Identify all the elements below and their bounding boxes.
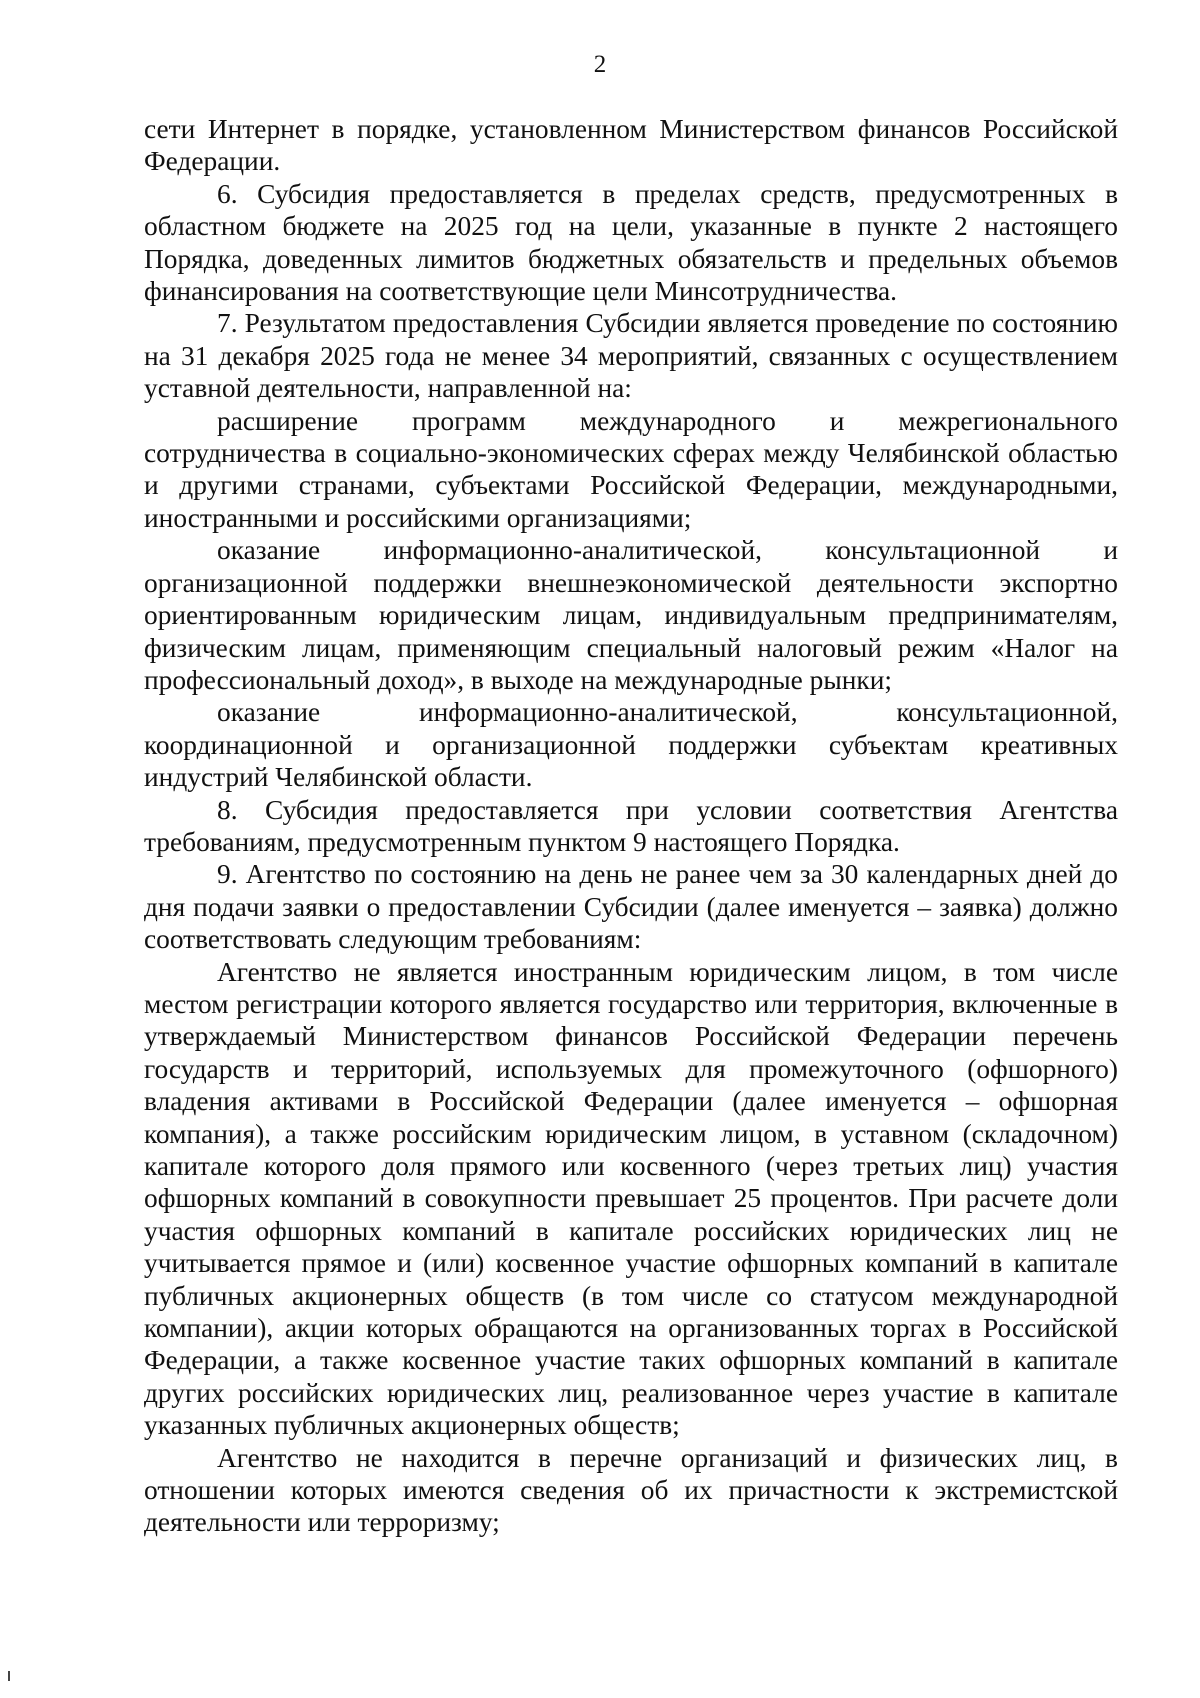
paragraph-8: 8. Субсидия предоставляется при условии соответствия Агентства требованиям, предусмотренным пунктом 9 настоящего Порядка. [144,794,1118,857]
paragraph-7-item-3: оказание информационно-аналитической, консультационной, координационной и организационной поддержки субъектам креативных индустрий Челябинской области. [144,697,1118,793]
paragraph-9-item-2: Агентство не находится в перечне организаций и физических лиц, в отношении которых имеются сведения об их причастности к экстремистской деятельности или терроризму; [144,1442,1118,1538]
paragraph-9: 9. Агентство по состоянию на день не ранее чем за 30 календарных дней до дня подачи заявки о предоставлении Субсидии (далее именуется – заявка) должно соответствовать следующим требованиям: [144,859,1118,955]
paragraph-continuation: сети Интернет в порядке, установленном Министерством финансов Российской Федерации. [144,114,1118,177]
paragraph-7-item-2: оказание информационно-аналитической, консультационной и организационной поддержки внешнеэкономической деятельности экспортно ориентированным юридическим лицам, индивидуальным предпринимателям, физическим лицам, применяющим специальный налоговый режим «Налог на профессиональный доход», в выходе на международные рынки; [144,535,1118,695]
scan-edge-mark [8,1671,10,1681]
paragraph-7-item-1: расширение программ международного и межрегионального сотрудничества в социально-экономических сферах между Челябинской областью и другими странами, субъектами Российской Федерации, международными, иностранными и российскими организациями; [144,405,1118,533]
document-body [144,113,1118,1539]
paragraph-7: 7. Результатом предоставления Субсидии является проведение по состоянию на 31 декабря 2025 года не менее 34 мероприятий, связанных с осуществлением уставной деятельности, направленной на: [144,308,1118,404]
page-number: 2 [593,51,607,78]
paragraph-9-item-1: Агентство не является иностранным юридическим лицом, в том числе местом регистрации которого является государство или территория, включенные в утверждаемый Министерством финансов Российской Федерации перечень государств и территорий, используемых для промежуточного (офшорного) владения активами в Российской Федерации (далее именуется – офшорная компания), а также российским юридическим лицом, в уставном (складочном) капитале которого доля прямого или косвенного (через третьих лиц) участия офшорных компаний в совокупности превышает 25 процентов. При расчете доли участия офшорных компаний в капитале российских юридических лиц не учитывается прямое и (или) косвенное участие офшорных компаний в капитале публичных акционерных обществ (в том числе со статусом международной компании), акции которых обращаются на организованных торгах в Российской Федерации, а также косвенное участие таких офшорных компаний в капитале других российских юридических лиц, реализованное через участие в капитале указанных публичных акционерных обществ; [144,956,1118,1441]
paragraph-6: 6. Субсидия предоставляется в пределах средств, предусмотренных в областном бюджете на 2025 год на цели, указанные в пункте 2 настоящего Порядка, доведенных лимитов бюджетных обязательств и предельных объемов финансирования на соответствующие цели Минсотрудничества. [144,178,1118,307]
